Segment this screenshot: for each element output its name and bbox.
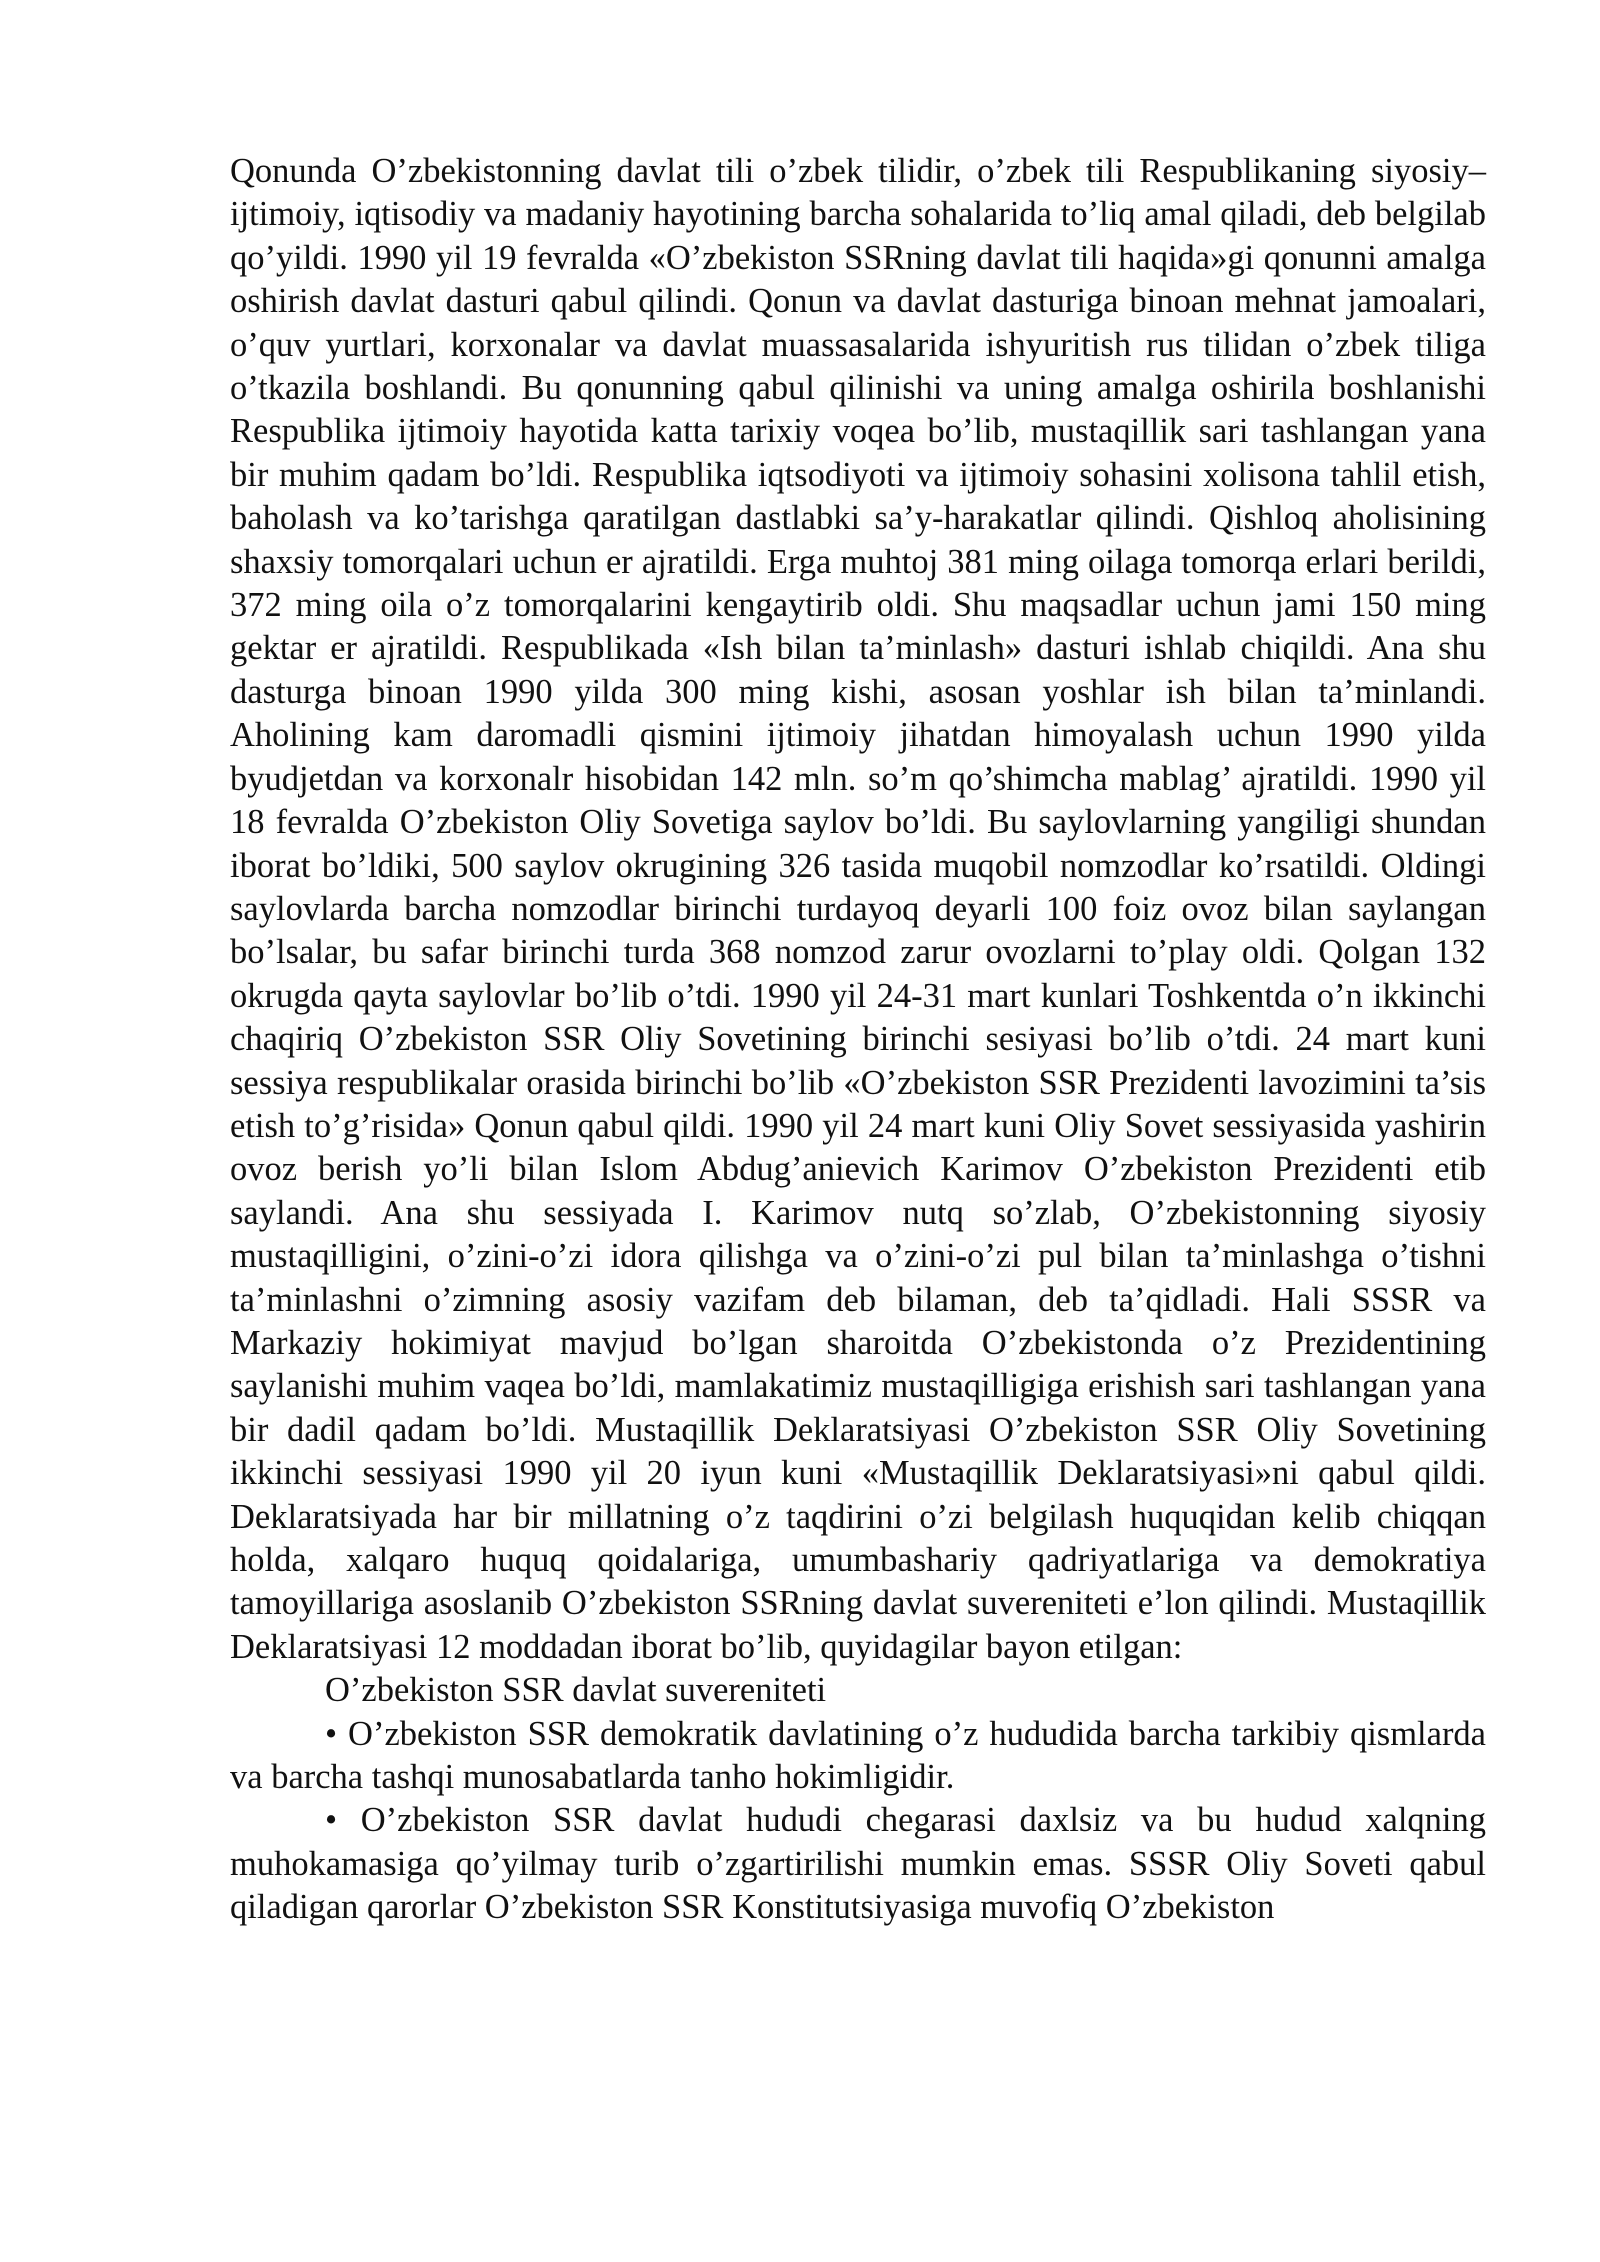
document-body — [230, 150, 1486, 1930]
bullet-paragraph: • O’zbekiston SSR demokratik davlatining o’z hududida barcha tarkibiy qismlarda va barcha tashqi munosabatlarda tanho hokimligidir. — [230, 1714, 1486, 1797]
bullet-paragraph: • O’zbekiston SSR davlat hududi chegarasi daxlsiz va bu hudud xalqning muhokamasiga qo’yilmay turib o’zgartirilishi mumkin emas. SSSR Oliy Soveti qabul qiladigan qarorlar O’zbekiston SSR Konstitutsiyasiga muvofiq O’zbekiston — [230, 1801, 1486, 1927]
body-paragraph: Qonunda O’zbekistonning davlat tili o’zbek tilidir, o’zbek tili Respublikaning siyosiy–ijtimoiy, iqtisodiy va madaniy hayotining barcha sohalarida to’liq amal qiladi, deb belgilab qo’yildi. 1990 yil 19 fevralda «O’zbekiston SSRning davlat tili haqida»gi qonunni amalga oshirish davlat dasturi qabul qilindi. Qonun va davlat dasturiga binoan mehnat jamoalari, o’quv yurtlari, korxonalar va davlat muassasalarida ishyuritish rus tilidan o’zbek tiliga o’tkazila boshlandi. Bu qonunning qabul qilinishi va uning amalga oshirila boshlanishi Respublika ijtimoiy hayotida katta tarixiy voqea bo’lib, mustaqillik sari tashlangan yana bir muhim qadam bo’ldi. Respublika iqtsodiyoti va ijtimoiy sohasini xolisona tahlil etish, baholash va ko’tarishga qaratilgan dastlabki sa’y-harakatlar qilindi. Qishloq aholisining shaxsiy tomorqalari uchun er ajratildi. Erga muhtoj 381 ming oilaga tomorqa erlari berildi, 372 ming oila o’z tomorqalarini kengaytirib oldi. Shu maqsadlar uchun jami 150 ming gektar er ajratildi. Respublikada «Ish bilan ta’minlash» dasturi ishlab chiqildi. Ana shu dasturga binoan 1990 yilda 300 ming kishi, asosan yoshlar ish bilan ta’minlandi. Aholining kam daromadli qismini ijtimoiy jihatdan himoyalash uchun 1990 yilda byudjetdan va korxonalr hisobidan 142 mln. so’m qo’shimcha mablag’ ajratildi. 1990 yil 18 fevralda O’zbekiston Oliy Sovetiga saylov bo’ldi. Bu saylovlarning yangiligi shundan iborat bo’ldiki, 500 saylov okrugining 326 tasida muqobil nomzodlar ko’rsatildi. Oldingi saylovlarda barcha nomzodlar birinchi turdayoq deyarli 100 foiz ovoz bilan saylangan bo’lsalar, bu safar birinchi turda 368 nomzod zarur ovozlarni to’play oldi. Qolgan 132 okrugda qayta saylovlar bo’lib o’tdi. 1990 yil 24-31 mart kunlari Toshkentda o’n ikkinchi chaqiriq O’zbekiston SSR Oliy Sovetining birinchi sesiyasi bo’lib o’tdi. 24 mart kuni sessiya respublikalar orasida birinchi bo’lib «O’zbekiston SSR Prezidenti lavozimini ta’sis etish to’g’risida» Qonun qabul qildi. 1990 yil 24 mart kuni Oliy Sovet sessiyasida yashirin ovoz berish yo’li bilan Islom Abdug’anievich Karimov O’zbekiston Prezidenti etib saylandi. Ana shu sessiyada I. Karimov nutq so’zlab, O’zbekistonning siyosiy mustaqilligini, o’zini-o’zi idora qilishga va o’zini-o’zi pul bilan ta’minlashga o’tishni ta’minlashni o’zimning asosiy vazifam deb bilaman, deb ta’qidladi. Hali SSSR va Markaziy hokimiyat mavjud bo’lgan sharoitda O’zbekistonda o’z Prezidentining saylanishi muhim vaqea bo’ldi, mamlakatimiz mustaqilligiga erishish sari tashlangan yana bir dadil qadam bo’ldi. Mustaqillik Deklaratsiyasi O’zbekiston SSR Oliy Sovetining ikkinchi sessiyasi 1990 yil 20 iyun kuni «Mustaqillik Deklaratsiyasi»ni qabul qildi. Deklaratsiyada har bir millatning o’z taqdirini o’zi belgilash huquqidan kelib chiqqan holda, xalqaro huquq qoidalariga, umumbashariy qadriyatlariga va demokratiya tamoyillariga asoslanib O’zbekiston SSRning davlat suvereniteti e’lon qilindi. Mustaqillik Deklaratsiyasi 12 moddadan iborat bo’lib, quyidagilar bayon etilgan: — [230, 152, 1486, 1666]
subheading-paragraph: O’zbekiston SSR davlat suvereniteti — [325, 1671, 827, 1710]
